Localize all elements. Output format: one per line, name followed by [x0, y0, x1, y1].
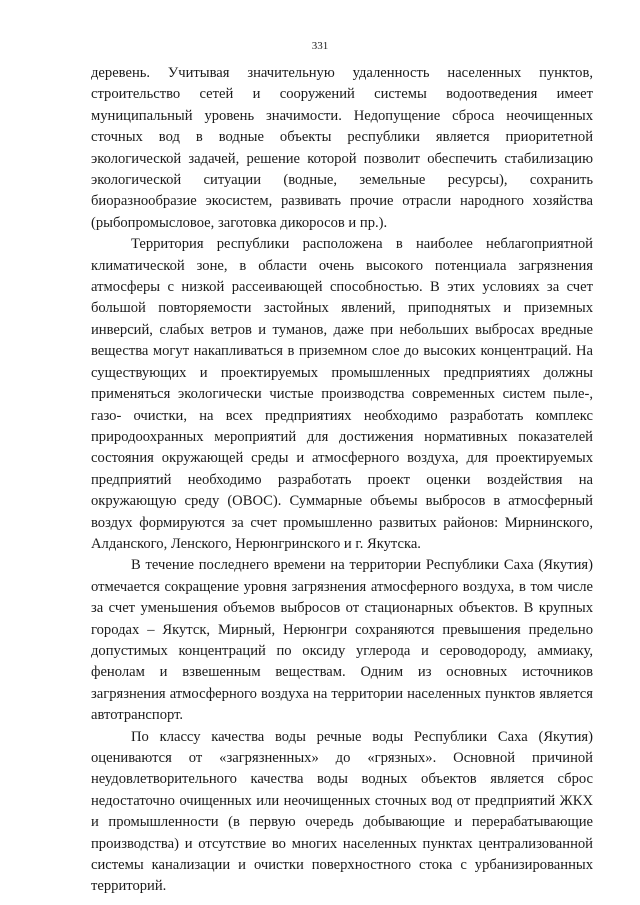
paragraph: деревень. Учитывая значительную удаленность населенных пунктов, строительство сетей и сооружений системы водоотведения имеет муниципальный уровень значимости. Недопущение сброса неочищенных сточных вод в водные объекты республики является приоритетной экологической задачей, решение которой позволит обеспечить стабилизацию экологической ситуации (водные, земельные ресурсы), сохранить биоразнообразие экосистем, развивать прочие отрасли народного хозяйства (рыбопромысловое, заготовка дикоросов и пр.).	[91, 65, 593, 231]
page-number: 331	[311, 40, 329, 52]
document-body	[91, 63, 593, 898]
paragraph: Территория республики расположена в наиболее неблагоприятной климатической зоне, в области очень высокого потенциала загрязнения атмосферы с низкой рассеивающей способностью. В этих условиях за счет большой повторяемости застойных явлений, приподнятых и приземных инверсий, слабых ветров и туманов, даже при небольших выбросах вредные вещества могут накапливаться в приземном слое до высоких концентраций. На существующих и проектируемых промышленных предприятиях должны применяться экологически чистые производства современных систем пыле-, газо- очистки, на всех предприятиях необходимо разработать комплекс природоохранных мероприятий для достижения нормативных показателей состояния окружающей среды и атмосферного воздуха, для проектируемых предприятий необходимо разработать проект оценки воздействия на окружающую среду (ОВОС). Суммарные объемы выбросов в атмосферный воздух формируются за счет промышленно развитых районов: Мирнинского, Алданского, Ленского, Нерюнгринского и г. Якутска.	[91, 236, 593, 552]
paragraph: По классу качества воды речные воды Республики Саха (Якутия) оцениваются от «загрязненных» до «грязных». Основной причиной неудовлетворительного качества воды водных объектов является сброс недостаточно очищенных или неочищенных сточных вод от предприятий ЖКХ и промышленности (в первую очередь добывающие и перерабатывающие производства) и отсутствие во многих населенных пунктах централизованной системы канализации и очистки поверхностного стока с урбанизированных территорий.	[91, 728, 593, 895]
paragraph: В течение последнего времени на территории Республики Саха (Якутия) отмечается сокращение уровня загрязнения атмосферного воздуха, в том числе за счет уменьшения объемов выбросов от стационарных объектов. В крупных городах – Якутск, Мирный, Нерюнгри сохраняются превышения предельно допустимых концентраций по оксиду углерода и сероводороду, аммиаку, фенолам и взвешенным веществам. Одним из основных источников загрязнения атмосферного воздуха на территории населенных пунктов является автотранспорт.	[91, 557, 593, 724]
